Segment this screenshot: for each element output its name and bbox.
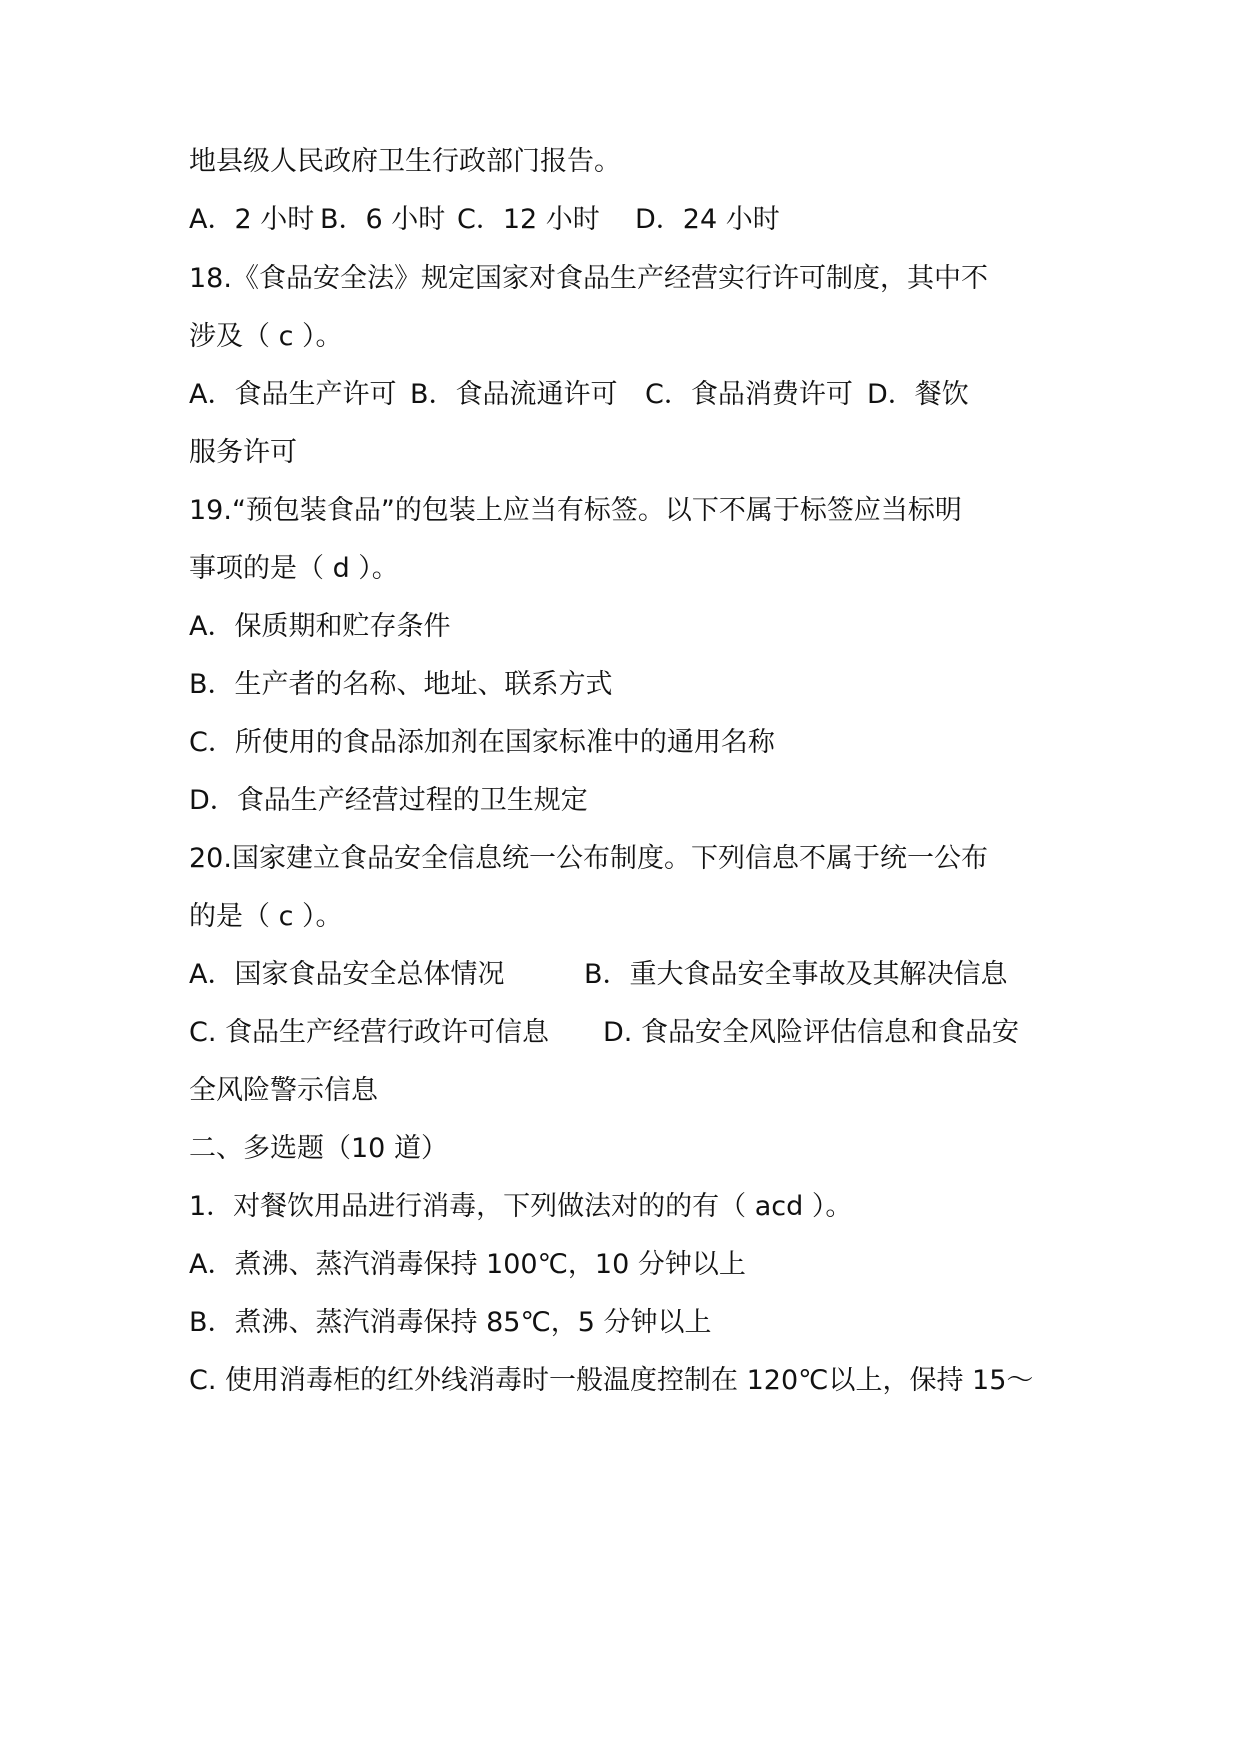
q20-stem-line-1: 20.国家建立食品安全信息统一公布制度。下列信息不属于统一公布 — [189, 843, 988, 874]
text-line-1: 地县级人民政府卫生行政部门报告。 — [189, 146, 621, 177]
q18-option-b: B．食品流通许可 — [410, 379, 618, 410]
mq1-option-b: B．煮沸、蒸汽消毒保持 85℃，5 分钟以上 — [189, 1307, 712, 1338]
mq1-stem: 1．对餐饮用品进行消毒，下列做法对的的有（ acd ）。 — [189, 1191, 853, 1222]
mq1-option-c: C. 使用消毒柜的红外线消毒时一般温度控制在 120℃以上，保持 15～ — [189, 1365, 1034, 1396]
mq1-option-a: A．煮沸、蒸汽消毒保持 100℃，10 分钟以上 — [189, 1249, 746, 1280]
q18-option-d: D．餐饮 — [867, 379, 969, 410]
q18-stem-line-2: 涉及（ c ）。 — [189, 321, 343, 352]
q20-option-a: A．国家食品安全总体情况 — [189, 959, 505, 990]
q18-option-d-cont: 服务许可 — [189, 437, 297, 468]
section-heading: 二、多选题（10 道） — [189, 1133, 448, 1164]
q17-option-a: A．2 小时 — [189, 204, 315, 235]
q18-stem-line-1: 18.《食品安全法》规定国家对食品生产经营实行许可制度，其中不 — [189, 263, 988, 294]
q20-stem-line-2: 的是（ c ）。 — [189, 901, 343, 932]
q18-option-a: A．食品生产许可 — [189, 379, 397, 410]
q19-stem-line-1: 19.“预包装食品”的包装上应当有标签。以下不属于标签应当标明 — [189, 495, 962, 526]
q17-option-c: C．12 小时 — [457, 204, 600, 235]
q17-option-d: D．24 小时 — [635, 204, 780, 235]
q20-option-c: C. 食品生产经营行政许可信息 — [189, 1017, 550, 1048]
q19-option-d: D．食品生产经营过程的卫生规定 — [189, 785, 588, 816]
q19-option-b: B．生产者的名称、地址、联系方式 — [189, 669, 613, 700]
q19-option-a: A．保质期和贮存条件 — [189, 611, 451, 642]
q20-option-d: D. 食品安全风险评估信息和食品安 — [603, 1017, 1019, 1048]
q20-option-d-cont: 全风险警示信息 — [189, 1075, 378, 1106]
q17-option-b: B．6 小时 — [320, 204, 446, 235]
q19-option-c: C．所使用的食品添加剂在国家标准中的通用名称 — [189, 727, 775, 758]
q18-option-c: C．食品消费许可 — [645, 379, 853, 410]
q19-stem-line-2: 事项的是（ d ）。 — [189, 553, 399, 584]
q20-option-b: B．重大食品安全事故及其解决信息 — [584, 959, 1008, 990]
